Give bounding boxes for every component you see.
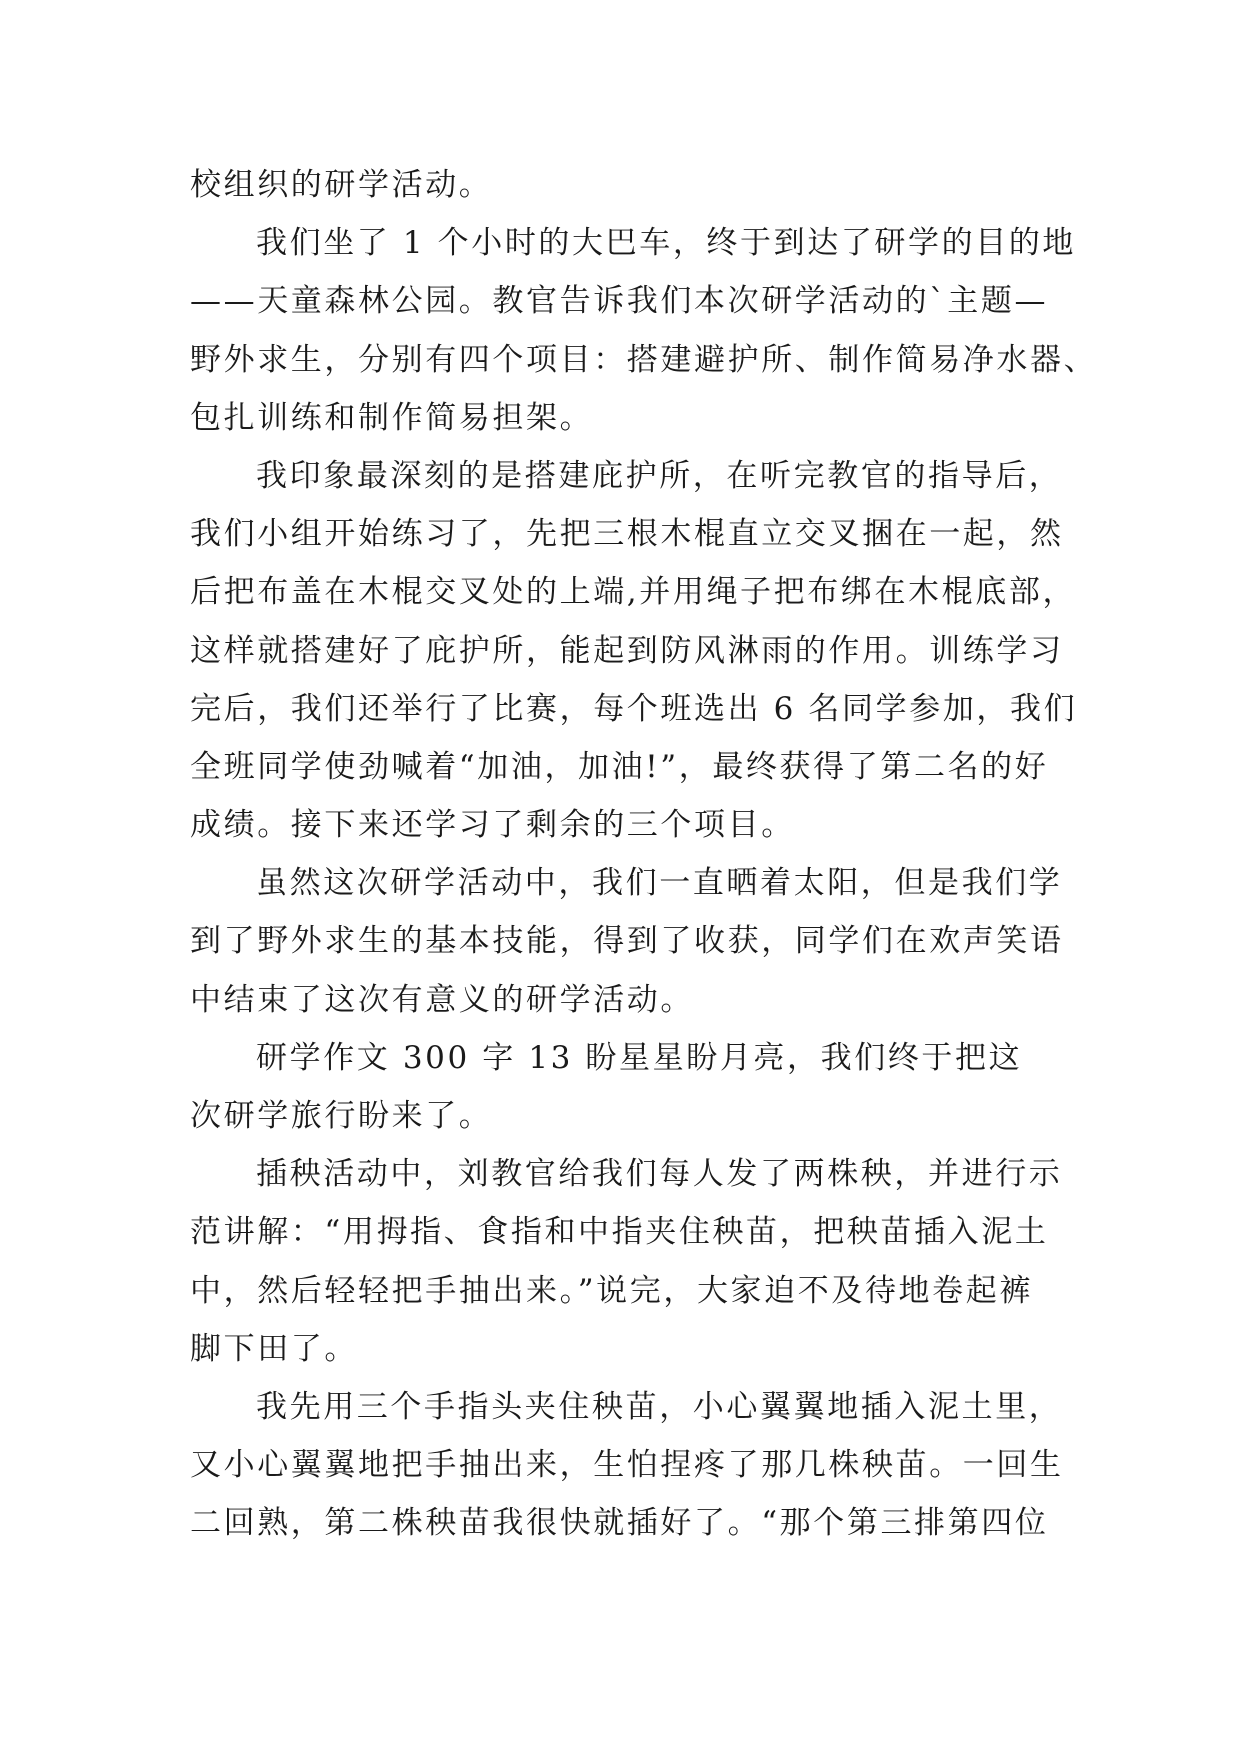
text-line: 野外求生，分别有四个项目：搭建避护所、制作简易净水器、 <box>190 341 1098 378</box>
text-line: 二回熟，第二株秧苗我很快就插好了。“那个第三排第四位 <box>190 1505 1049 1542</box>
text-line: 我们小组开始练习了，先把三根木棍直立交叉捆在一起，然 <box>190 516 1064 553</box>
text-line: 我印象最深刻的是搭建庇护所，在听完教官的指导后， <box>256 457 1063 494</box>
text-line: 后把布盖在木棍交叉处的上端,并用绳子把布绑在木棍底部， <box>190 574 1077 611</box>
text-line: 脚下田了。 <box>190 1330 358 1367</box>
document-body <box>190 156 1098 1553</box>
text-line: 中，然后轻轻把手抽出来。”说完，大家迫不及待地卷起裤 <box>190 1272 1033 1309</box>
text-line: 成绩。接下来还学习了剩余的三个项目。 <box>190 807 795 844</box>
text-line: 插秧活动中，刘教官给我们每人发了两株秧，并进行示 <box>256 1156 1063 1193</box>
text-line: 这样就搭建好了庇护所，能起到防风淋雨的作用。训练学习 <box>190 632 1064 669</box>
text-line: 又小心翼翼地把手抽出来，生怕捏疼了那几株秧苗。一回生 <box>190 1447 1064 1484</box>
text-line: 到了野外求生的基本技能，得到了收获，同学们在欢声笑语 <box>190 923 1064 960</box>
text-line: 研学作文 300 字 13 盼星星盼月亮，我们终于把这 <box>256 1039 1023 1076</box>
text-line: 次研学旅行盼来了。 <box>190 1098 493 1134</box>
text-line: 范讲解：“用拇指、食指和中指夹住秧苗，把秧苗插入泥土 <box>190 1214 1049 1251</box>
text-line: ——天童森林公园。教官告诉我们本次研学活动的`主题— <box>190 283 1049 320</box>
text-line: 中结束了这次有意义的研学活动。 <box>190 981 694 1018</box>
text-line: 完后，我们还举行了比赛，每个班选出 6 名同学参加，我们 <box>190 690 1078 727</box>
text-line: 全班同学使劲喊着“加油，加油!”，最终获得了第二名的好 <box>190 748 1049 785</box>
text-line: 包扎训练和制作简易担架。 <box>190 399 594 436</box>
text-line: 我们坐了 1 个小时的大巴车，终于到达了研学的目的地 <box>256 225 1077 262</box>
text-line: 虽然这次研学活动中，我们一直晒着太阳，但是我们学 <box>256 865 1063 902</box>
text-line: 校组织的研学活动。 <box>190 167 493 203</box>
text-line: 我先用三个手指头夹住秧苗，小心翼翼地插入泥土里， <box>256 1388 1063 1425</box>
